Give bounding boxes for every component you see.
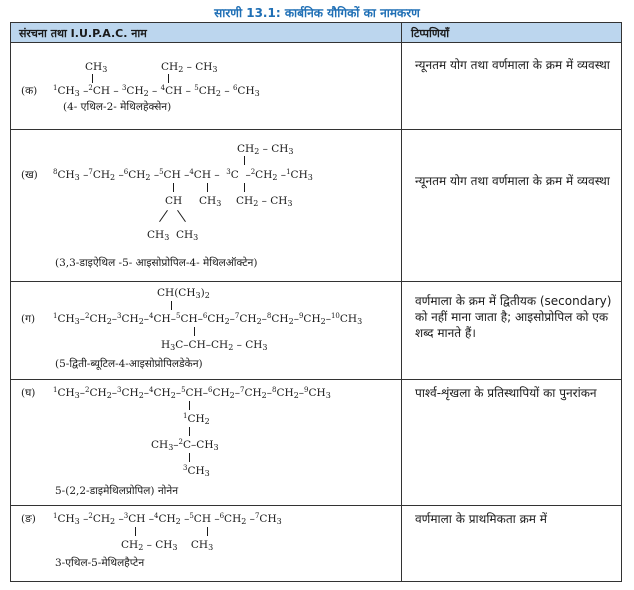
row-a-name: (4- एथिल-2- मेथिलहेक्सेन) <box>63 101 172 113</box>
row-a-sub2: $CH_2 - CH_3$ <box>161 61 218 74</box>
row-e-comment: वर्णमाला के प्राथमिकता क्रम में <box>415 512 547 526</box>
row-a-label: (क) <box>21 85 38 97</box>
row-d-name: 5-(2,2-डाइमेथिलप्रोपिल) नोनेन <box>55 485 179 497</box>
row-b-bond1 <box>173 183 174 192</box>
row-b-ch3: $CH_3$ <box>199 195 222 208</box>
row-b-ethyl: $CH_2 - CH_3$ <box>236 195 293 208</box>
row-b-ch: CH <box>165 195 183 207</box>
row-d-quaternary: $CH_3-^2C-CH_3$ <box>151 438 219 452</box>
row-c-chain: $^1CH_3-^2CH_2-^3CH_2-^4CH-^5CH-^6CH_2-^7CH_2-^8CH_2-^9CH_2-^{10}CH_3$ <box>53 312 363 326</box>
row-b-sub-top: $CH_2 - CH_3$ <box>237 143 294 156</box>
row-d-ch2: $^1CH_2$ <box>183 412 210 426</box>
row-e-label: (ङ) <box>21 513 36 525</box>
nomenclature-table <box>10 22 622 582</box>
row-b-bond2 <box>207 183 208 192</box>
row-d-comment: पार्श्व-शृंखला के प्रतिस्थापियों का पुनरांकन <box>415 386 597 400</box>
row-d-label: (घ) <box>21 387 36 399</box>
row-e-name: 3-एथिल-5-मेथिलहैप्टेन <box>55 557 145 569</box>
row-a-comment: न्यूनतम योग तथा वर्णमाला के क्रम में व्यवस्था <box>415 58 610 72</box>
row-a-chain: $^1CH_3$ $-^2CH - ^3CH_2 - ^4CH - ^5CH_2 - ^6CH_3$ <box>53 84 260 98</box>
row-separator <box>11 379 621 380</box>
row-separator <box>11 129 621 130</box>
row-d-bond2 <box>189 427 190 436</box>
row-a-bond1 <box>92 74 93 83</box>
row-b-bond-top <box>244 156 245 165</box>
row-c-sub-top: $CH(CH_3)_2$ <box>157 287 210 300</box>
row-a-sub1: $CH_3$ <box>85 61 108 74</box>
row-b-isopropyl: $CH_3$ $CH_3$ <box>147 229 199 242</box>
row-d-chain: $^1CH_3-^2CH_2-^3CH_2-^4CH_2-^5CH-^6CH_2-^7CH_2-^8CH_2-^9CH_3$ <box>53 386 331 400</box>
row-separator <box>11 505 621 506</box>
header-structure: संरचना तथा I.U.P.A.C. नाम <box>19 27 147 40</box>
row-e-substituents: $CH_2 - CH_3$ $CH_3$ <box>121 539 214 552</box>
row-c-name: (5-द्विती-ब्यूटिल-4-आइसोप्रोपिलडेकेन) <box>55 358 203 370</box>
header-comments: टिप्पणियाँ <box>411 27 450 40</box>
row-b-name: (3,3-डाइऐथिल -5- आइसोप्रोपिल-4- मेथिलऑक्टेन) <box>55 257 258 269</box>
row-c-comment: वर्णमाला के क्रम में द्वितीयक (secondary) को नहीं माना जाता है; आइसोप्रोपिल को एक शब्द मानते हैं। <box>415 294 612 340</box>
table-header <box>11 23 621 43</box>
row-e-bond2 <box>207 527 208 536</box>
row-separator <box>11 281 621 282</box>
row-b-label: (ख) <box>21 169 38 181</box>
row-e-bond1 <box>135 527 136 536</box>
row-b-comment: न्यूनतम योग तथा वर्णमाला के क्रम में व्यवस्था <box>415 174 610 188</box>
row-b-chain: $^8CH_3$ $-^7CH_2$ $-^6CH_2$ –$^5$CH –$^4$CH – $^3$C $-^2CH_2$ $-^1CH_3$ <box>53 168 313 182</box>
table-caption: सारणी 13.1: कार्बनिक यौगिकों का नामकरण <box>214 6 420 20</box>
row-d-bond1 <box>189 401 190 410</box>
row-c-label: (ग) <box>21 313 36 325</box>
row-d-ch3: $^3CH_3$ <box>183 464 210 478</box>
row-c-secbutyl: $H_3C-CH-CH_2 - CH_3$ <box>161 339 268 352</box>
row-b-branch-right <box>177 210 186 222</box>
row-e-chain: $^1CH_3$ $-^2CH_2$ –$^3$CH $-^4CH_2$ –$^5$CH $-^6CH_2$ $-^7CH_3$ <box>53 512 282 526</box>
row-b-bond3 <box>244 183 245 192</box>
row-d-bond3 <box>189 453 190 462</box>
row-b-branch-left <box>159 210 168 222</box>
row-a-bond2 <box>168 74 169 83</box>
column-divider <box>401 23 402 581</box>
row-c-bond-bottom <box>194 327 195 336</box>
row-c-bond-top <box>171 301 172 310</box>
